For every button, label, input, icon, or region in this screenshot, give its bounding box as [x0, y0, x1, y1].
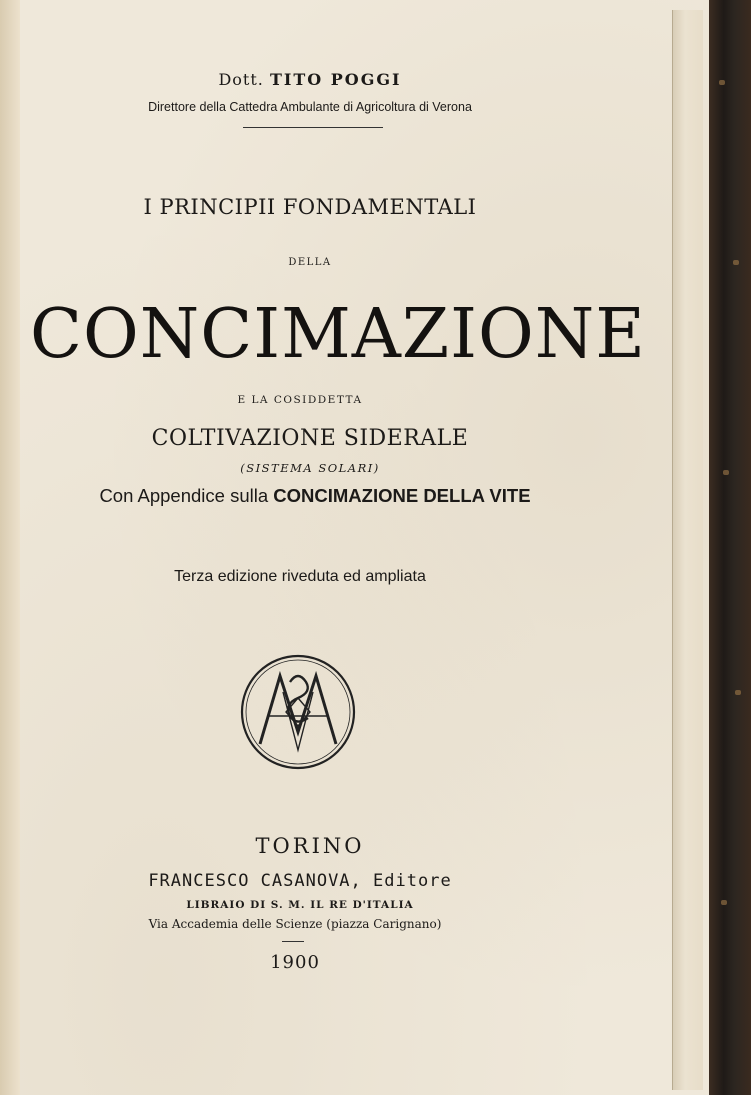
main-title: CONCIMAZIONE	[30, 295, 646, 374]
edition-note: Terza edizione riveduta ed ampliata	[174, 568, 426, 585]
appendix-bold: CONCIMAZIONE DELLA VITE	[273, 485, 531, 506]
publication-year: 1900	[270, 952, 320, 973]
cosiddetta-label: E LA COSIDDETTA	[237, 394, 363, 406]
author-prefix: Dott.	[218, 70, 264, 89]
author-name: TITO POGGI	[269, 70, 402, 89]
coltivazione-title: COLTIVAZIONE SIDERALE	[151, 426, 469, 451]
publisher-role: Editore	[373, 871, 452, 891]
subtitle-principii: I PRINCIPII FONDAMENTALI	[143, 195, 477, 219]
della-label: DELLA	[288, 257, 332, 268]
publisher-monogram-icon	[238, 652, 358, 772]
author-position: Direttore della Cattedra Ambulante di Agricoltura di Verona	[148, 100, 472, 114]
author-line	[20, 70, 600, 89]
publisher-line	[0, 871, 600, 891]
sistema-label: (SISTEMA SOLARI)	[240, 461, 380, 475]
page-fold	[672, 10, 703, 1090]
libraio-line: LIBRAIO DI S. M. IL RE D'ITALIA	[186, 899, 414, 911]
publisher-name: FRANCESCO CASANOVA,	[148, 871, 362, 891]
divider-rule	[243, 127, 383, 128]
divider-rule-small	[282, 941, 304, 942]
book-spine	[709, 0, 751, 1095]
address-line: Via Accademia delle Scienze (piazza Carignano)	[148, 917, 442, 931]
appendix-line	[25, 485, 605, 507]
city: TORINO	[255, 834, 365, 858]
appendix-prefix: Con Appendice sulla	[99, 485, 269, 506]
